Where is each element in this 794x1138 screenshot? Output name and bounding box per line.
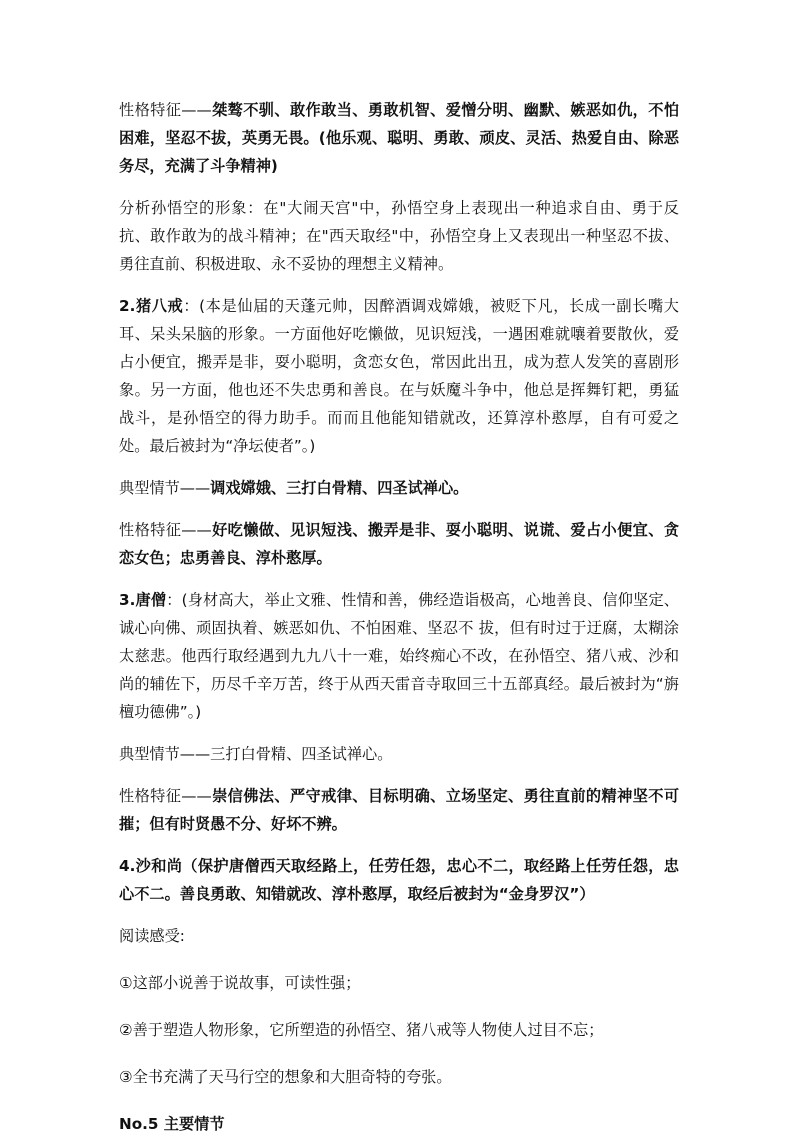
tang-seng-intro bbox=[119, 586, 679, 726]
traits-label: 性格特征—— bbox=[119, 101, 212, 119]
document-page bbox=[119, 96, 679, 1138]
traits-text: 好吃懒做、见识短浅、搬弄是非、耍小聪明、说谎、爱占小便宜、贪恋女色；忠勇善良、淳朴憨厚。 bbox=[119, 521, 680, 567]
zhu-bajie-intro bbox=[119, 292, 679, 460]
traits-text: 桀骜不驯、敢作敢当、勇敢机智、爱憎分明、幽默、嫉恶如仇，不怕困难，坚忍不拔，英勇无畏。(他乐观、聪明、勇敢、顽皮、灵活、热爱自由、除恶务尽，充满了斗争精神) bbox=[119, 101, 680, 175]
plots-label: 典型情节—— bbox=[119, 479, 211, 497]
sun-wukong-traits bbox=[119, 96, 679, 180]
section-heading-main-plot: No.5 主要情节 bbox=[119, 1115, 225, 1133]
reading-reflection-heading: 阅读感受: bbox=[119, 927, 185, 945]
traits-label: 性格特征—— bbox=[119, 521, 212, 539]
traits-text: 崇信佛法、严守戒律、目标明确、立场坚定、勇往直前的精神坚不可摧；但有时贤愚不分、好坏不辨。 bbox=[119, 787, 680, 833]
tang-seng-traits bbox=[119, 782, 679, 838]
tang-seng-heading: 3.唐僧 bbox=[119, 591, 167, 609]
tang-seng-description: ：(身材高大，举止文雅、性情和善，佛经造诣极高，心地善良、信仰坚定、诚心向佛、顽固执着、嫉恶如仇、不怕困难、坚忍不 拔，但有时过于迂腐，太糊涂太慈悲。他西行取经遇到九九八十一难，始终痴心不改，在孙悟空、猪八戒、沙和尚的辅佐下，历尽千辛万苦，终于从西天雷音寺取回三十五部真经。最后被封为“旃檀功德佛”。) bbox=[119, 591, 679, 721]
sha-heshang-intro: 4.沙和尚（保护唐僧西天取经路上，任劳任怨，忠心不二，取经路上任劳任怨，忠心不二。善良勇敢、知错就改、淳朴憨厚，取经后被封为“金身罗汉”） bbox=[119, 857, 679, 903]
reflection-item-2: ②善于塑造人物形象，它所塑造的孙悟空、猪八戒等人物使人过目不忘； bbox=[119, 1021, 604, 1039]
zhu-bajie-heading: 2.猪八戒 bbox=[119, 297, 184, 315]
reflection-item-3: ③全书充满了天马行空的想象和大胆奇特的夸张。 bbox=[119, 1068, 452, 1086]
plots-text: 调戏嫦娥、三打白骨精、四圣试禅心。 bbox=[210, 479, 469, 497]
tang-seng-plots: 典型情节——三打白骨精、四圣试禅心。 bbox=[119, 745, 393, 763]
zhu-bajie-description: ：(本是仙届的天蓬元帅，因醉酒调戏嫦娥，被贬下凡，长成一副长嘴大耳、呆头呆脑的形象。一方面他好吃懒做，见识短浅，一遇困难就嚷着要散伙，爱占小便宜，搬弄是非，耍小聪明，贪恋女色，常因此出丑，成为惹人发笑的喜剧形象。另一方面，他也还不失忠勇和善良。在与妖魔斗争中，他总是挥舞钉耙，勇猛战斗，是孙悟空的得力助手。而而且他能知错就改，还算淳朴憨厚，自有可爱之处。最后被封为“净坛使者”。) bbox=[119, 297, 679, 455]
reflection-item-1: ①这部小说善于说故事，可读性强； bbox=[119, 974, 361, 992]
traits-label: 性格特征—— bbox=[119, 787, 212, 805]
sun-wukong-analysis: 分析孙悟空的形象：在"大闹天宫"中，孙悟空身上表现出一种追求自由、勇于反抗、敢作敢为的战斗精神；在"西天取经"中，孙悟空身上又表现出一种坚忍不拔、勇往直前、积极进取、永不妥协的理想主义精神。 bbox=[119, 199, 679, 273]
zhu-bajie-plots bbox=[119, 474, 679, 502]
zhu-bajie-traits bbox=[119, 516, 679, 572]
